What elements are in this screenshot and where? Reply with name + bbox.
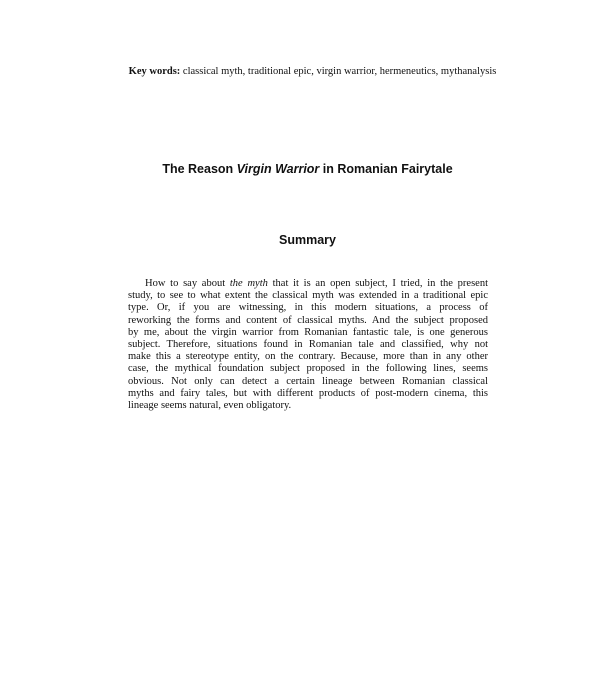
summary-line: reworking the forms and content of classical myths. And the subject proposed bbox=[128, 314, 488, 326]
title-part-1: The Reason bbox=[162, 162, 237, 176]
keywords-text: classical myth, traditional epic, virgin warrior, hermeneutics, mythanalysis bbox=[180, 66, 497, 77]
summary-heading: Summary bbox=[279, 233, 336, 247]
summary-line: type. Or, if you are witnessing, in this modern situations, a process of bbox=[128, 302, 488, 314]
summary-line-1-post: that it is an open subject, I tried, in the present bbox=[267, 278, 488, 289]
summary-line-1-pre: How to say about bbox=[145, 278, 230, 289]
title-part-2: in Romanian Fairytale bbox=[319, 162, 453, 176]
summary-line: obvious. Not only can detect a certain lineage between Romanian classical bbox=[128, 375, 488, 387]
summary-line: subject. Therefore, situations found in Romanian tale and classified, why not bbox=[128, 338, 488, 350]
summary-line: study, to see to what extent the classical myth was extended in a traditional epic bbox=[128, 290, 488, 302]
paper-title bbox=[60, 161, 555, 177]
summary-body bbox=[128, 278, 488, 412]
summary-line-1-italic: the myth bbox=[229, 278, 268, 289]
keywords-label: Key words: bbox=[128, 66, 181, 77]
summary-line: myths and fairy tales, but with different products of post-modern cinema, this bbox=[128, 387, 488, 399]
summary-line: make this a stereotype entity, on the contrary. Because, more than in any other bbox=[128, 351, 488, 363]
summary-line: lineage seems natural, even obligatory. bbox=[128, 399, 292, 411]
keywords-line bbox=[80, 65, 545, 79]
title-italic-part: Virgin Warrior bbox=[236, 162, 320, 176]
summary-line: by me, about the virgin warrior from Romanian fantastic tale, is one generous bbox=[128, 326, 488, 338]
summary-line: case, the mythical foundation subject proposed in the following lines, seems bbox=[128, 363, 488, 375]
summary-line bbox=[128, 278, 488, 290]
